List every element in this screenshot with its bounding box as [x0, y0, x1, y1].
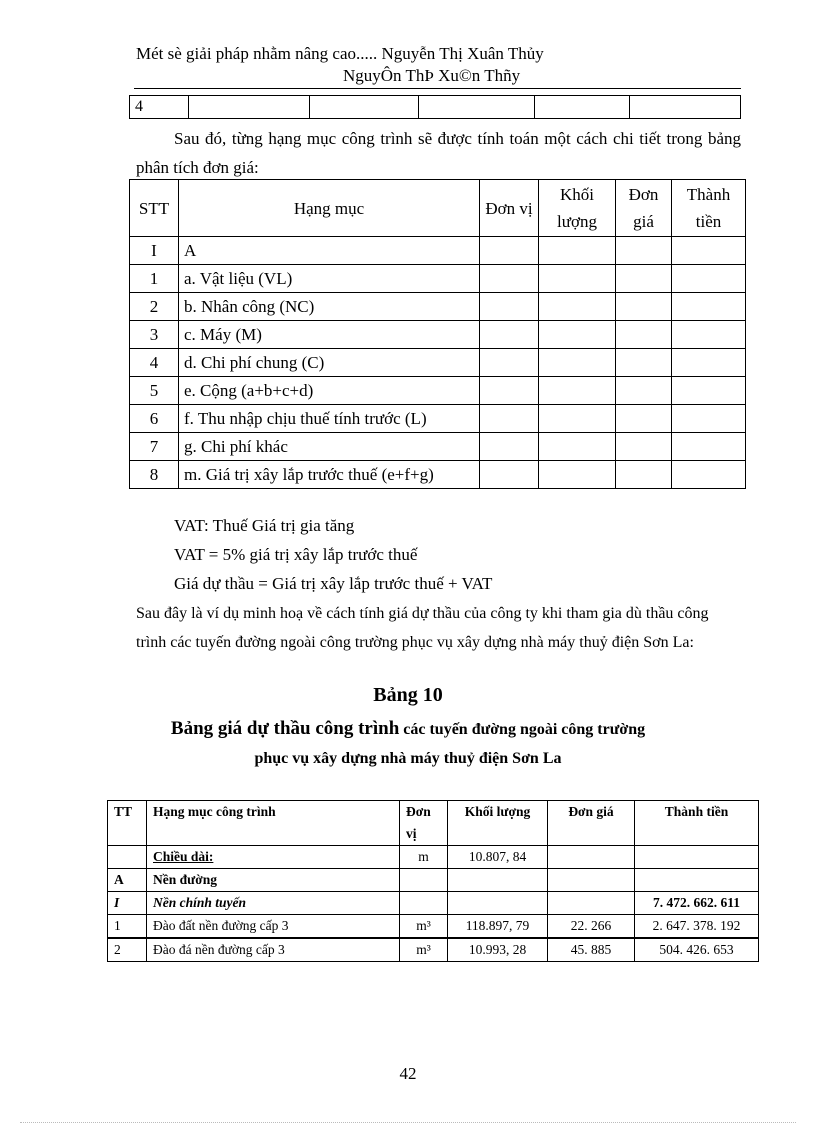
row-quantity [448, 869, 548, 892]
row-item: f. Thu nhập chịu thuế tính trước (L) [179, 405, 480, 433]
row-number: 8 [130, 461, 179, 489]
bid-price-table [107, 800, 759, 962]
row-tt: A [108, 869, 147, 892]
table-cell [535, 96, 630, 119]
row-item: a. Vật liệu (VL) [179, 265, 480, 293]
table-row [130, 377, 746, 405]
table-cell [189, 96, 310, 119]
vat-formula: VAT = 5% giá trị xây lắp trước thuế [174, 545, 418, 564]
table-row [130, 461, 746, 489]
row-price [548, 869, 635, 892]
row-total [635, 846, 759, 869]
table-row [108, 869, 759, 892]
row-item: c. Máy (M) [179, 321, 480, 349]
row-number: 2 [130, 293, 179, 321]
continued-table [129, 95, 741, 119]
subtitle-part-1: Bảng giá dự thầu công trình [170, 718, 400, 739]
row-tt [108, 846, 147, 869]
header-unit: Đơn vị [480, 180, 539, 237]
row-price [548, 892, 635, 915]
row-quantity: 118.897, 79 [448, 915, 548, 939]
row-item: g. Chi phí khác [179, 433, 480, 461]
header-price: Đơn giá [548, 801, 635, 846]
row-total: 7. 472. 662. 611 [635, 892, 759, 915]
row-number: 6 [130, 405, 179, 433]
table-row [130, 237, 746, 265]
table-cell [419, 96, 535, 119]
bid-price-formula: Giá dự thầu = Giá trị xây lắp trước thuế + VAT [174, 574, 493, 593]
header-price: Đơn giá [616, 180, 672, 237]
row-price: 22. 266 [548, 915, 635, 939]
table-row [130, 265, 746, 293]
page-number: 42 [399, 1064, 417, 1083]
header-quantity: Khối lượng [448, 801, 548, 846]
table-row [130, 96, 741, 119]
header-stt: STT [130, 180, 179, 237]
row-item: d. Chi phí chung (C) [179, 349, 480, 377]
table-row [130, 405, 746, 433]
row-total: 2. 647. 378. 192 [635, 915, 759, 939]
row-price [548, 846, 635, 869]
table-row [108, 915, 759, 939]
example-paragraph: Sau đây là ví dụ minh hoạ về cách tính giá dự thầu của công ty khi tham gia dù thầu công trình các tuyến đường ngoài công trường phục vụ xây dựng nhà máy thuỷ điện Sơn La: [136, 605, 709, 651]
row-tt: 1 [108, 915, 147, 939]
row-total [635, 869, 759, 892]
header-tt: TT [108, 801, 147, 846]
row-item: e. Cộng (a+b+c+d) [179, 377, 480, 405]
row-unit: m³ [400, 915, 448, 939]
row-item: m. Giá trị xây lắp trước thuế (e+f+g) [179, 461, 480, 489]
row-number: 7 [130, 433, 179, 461]
row-item: A [179, 237, 480, 265]
row-quantity [448, 892, 548, 915]
row-unit: m³ [400, 938, 448, 962]
row-item: b. Nhân công (NC) [179, 293, 480, 321]
table-header-row [108, 801, 759, 846]
row-number: 4 [130, 349, 179, 377]
vat-definition: VAT: Thuế Giá trị gia tăng [174, 516, 355, 535]
table-row [130, 321, 746, 349]
table-subtitle-line-1 [0, 718, 816, 740]
table-cell: 4 [130, 96, 189, 119]
table-row [108, 892, 759, 915]
table-row [130, 433, 746, 461]
header-item: Hạng mục [179, 180, 480, 237]
table-header-row [130, 180, 746, 237]
row-number: 1 [130, 265, 179, 293]
header-rule [134, 88, 741, 89]
header-total: Thành tiền [672, 180, 746, 237]
row-quantity: 10.807, 84 [448, 846, 548, 869]
row-number: I [130, 237, 179, 265]
table-cell [630, 96, 741, 119]
table-row [130, 293, 746, 321]
row-price: 45. 885 [548, 938, 635, 962]
table-row [130, 349, 746, 377]
row-quantity: 10.993, 28 [448, 938, 548, 962]
table-cell [310, 96, 419, 119]
row-item: Nền đường [147, 869, 400, 892]
intro-paragraph: Sau đó, từng hạng mục công trình sẽ được tính toán một cách chi tiết trong bảng phân tích đơn giá: [136, 129, 741, 177]
row-item: Chiều dài: [147, 846, 400, 869]
table-row [108, 846, 759, 869]
unit-price-analysis-table [129, 179, 746, 489]
header-item: Hạng mục công trình [147, 801, 400, 846]
row-item: Nền chính tuyến [147, 892, 400, 915]
row-number: 5 [130, 377, 179, 405]
header-quantity: Khối lượng [539, 180, 616, 237]
header-unit: Đơn vị [400, 801, 448, 846]
header-line-1: Mét sè giải pháp nhằm nâng cao..... Nguyễn Thị Xuân Thủy [136, 44, 544, 63]
subtitle-part-2: các tuyến đường ngoài công trường [403, 721, 646, 738]
table-title: Bảng 10 [373, 684, 443, 706]
row-unit: m [400, 846, 448, 869]
row-item: Đào đá nền đường cấp 3 [147, 938, 400, 962]
row-unit [400, 892, 448, 915]
row-unit [400, 869, 448, 892]
row-total: 504. 426. 653 [635, 938, 759, 962]
header-total: Thành tiền [635, 801, 759, 846]
table-row [108, 938, 759, 962]
row-tt: I [108, 892, 147, 915]
row-number: 3 [130, 321, 179, 349]
row-item: Đào đất nền đường cấp 3 [147, 915, 400, 939]
header-line-2: NguyÔn ThÞ Xu©n Thñy [343, 66, 521, 85]
table-subtitle-line-2: phục vụ xây dựng nhà máy thuỷ điện Sơn La [254, 750, 562, 767]
row-tt: 2 [108, 938, 147, 962]
